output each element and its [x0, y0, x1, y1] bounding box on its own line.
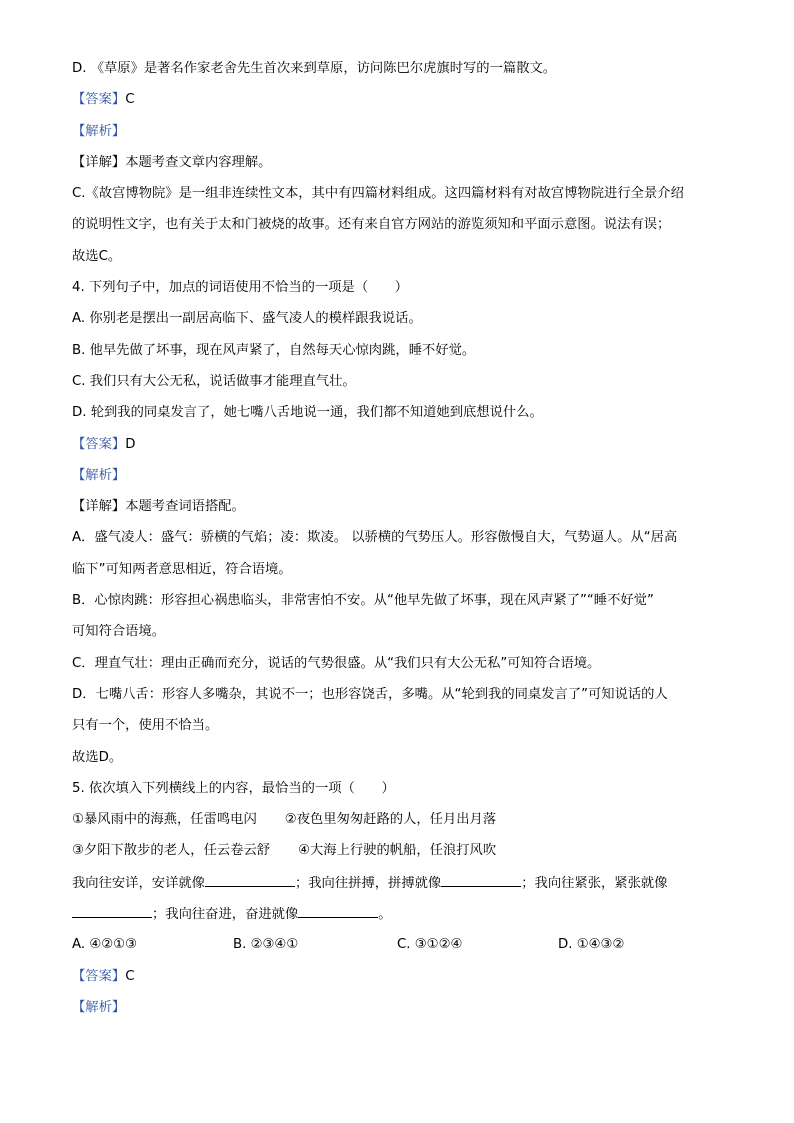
item-1: ①暴风雨中的海燕，任雷鸣电闪: [72, 812, 257, 828]
explanation-line: 只有一个，使用不恰当。: [72, 718, 219, 734]
item-2: ②夜色里匆匆赶路的人，任月出月落: [284, 812, 497, 828]
question-4-option-c: C. 我们只有大公无私，说话做事才能理直气壮。: [72, 373, 356, 389]
option-d-text: D. 《草原》是著名作家老舍先生首次来到草原，访问陈巴尔虎旗时写的一篇散文。: [72, 61, 557, 76]
question-5-items-1: [72, 811, 722, 829]
answer-line: [72, 91, 722, 109]
question-4-option-b: B. 他早先做了坏事，现在风声紧了，自然每天心惊肉跳，睡不好觉。: [72, 342, 476, 358]
explanation-line: D．七嘴八舌：形容人多嘴杂，其说不一；也形容饶舌，多嘴。从“轮到我的同桌发言了”可知说话的人: [72, 686, 668, 702]
answer-tag: 【答案】: [72, 92, 126, 108]
detail-tag: 【详解】: [72, 499, 126, 515]
option-a: A. ④②①③: [72, 937, 137, 953]
detail-tag: 【详解】: [72, 154, 126, 170]
explanation-line: B．心惊肉跳：形容担心祸患临头，非常害怕不安。从“他早先做了坏事，现在风声紧了”“睡不好觉”: [72, 593, 654, 609]
detail-line: [72, 498, 722, 516]
analysis-tag: 【解析】: [72, 123, 126, 139]
answer-tag: 【答案】: [72, 436, 126, 452]
explanation-line: A．盛气凌人：盛气：骄横的气焰；凌：欺凌。 以骄横的气势压人。形容傲慢自大，气势逼人。从“居高: [72, 530, 678, 546]
detail-text: 本题考查词语搭配。: [125, 499, 245, 515]
item-4: ④大海上行驶的帆船，任浪打风吹: [298, 843, 497, 859]
answer-line: [72, 436, 722, 454]
question-4: 4. 下列句子中，加点的词语使用不恰当的一项是（ ）: [72, 280, 409, 296]
fill-blank: [298, 905, 378, 918]
explanation-line: 可知符合语境。: [72, 624, 166, 640]
answer-tag: 【答案】: [72, 968, 126, 984]
analysis-tag: 【解析】: [72, 467, 126, 483]
option-c: C. ③①②④: [397, 937, 463, 953]
answer-value: D: [125, 436, 136, 452]
explanation-line: C.《故宫博物院》是一组非连续性文本，其中有四篇材料组成。这四篇材料有对故宫博物院进行全景介绍: [72, 186, 684, 202]
fill-blank: [441, 874, 521, 887]
option-d: D. ①④③②: [558, 937, 625, 953]
detail-line: [72, 154, 722, 172]
fill-blank: [205, 874, 295, 887]
question-5: 5. 依次填入下列横线上的内容，最恰当的一项（ ）: [72, 780, 395, 796]
question-5-options: [72, 936, 722, 954]
answer-value: C: [125, 968, 135, 984]
analysis-tag: 【解析】: [72, 999, 126, 1015]
answer-line: [72, 968, 722, 986]
fill-blank: [72, 905, 152, 918]
detail-text: 本题考查文章内容理解。: [125, 154, 272, 170]
question-4-option-d: D. 轮到我的同桌发言了，她七嘴八舌地说一通，我们都不知道她到底想说什么。: [72, 405, 543, 421]
question-5-items-2: [72, 842, 722, 860]
document-page: [72, 60, 722, 1030]
conclusion-line: 故选D。: [72, 749, 123, 765]
item-3: ③夕阳下散步的老人，任云卷云舒: [72, 843, 271, 859]
question-5-passage: ；我向往奋进，奋进就像 。: [72, 905, 722, 923]
option-b: B. ②③④①: [233, 937, 299, 953]
explanation-line: 的说明性文字，也有关于太和门被烧的故事。还有来自官方网站的游览须知和平面示意图。说法有误；: [72, 217, 671, 233]
question-4-option-a: A. 你别老是摆出一副居高临下、盛气凌人的模样跟我说话。: [72, 311, 422, 327]
explanation-line: 临下”可知两者意思相近，符合语境。: [72, 561, 292, 577]
question-5-passage: 我向往安详，安详就像 ；我向往拼搏，拼搏就像 ；我向往紧张，紧张就像: [72, 875, 668, 891]
answer-value: C: [125, 92, 135, 108]
conclusion-line: 故选C。: [72, 248, 122, 264]
explanation-line: C．理直气壮：理由正确而充分，说话的气势很盛。从“我们只有大公无私”可知符合语境。: [72, 655, 601, 671]
